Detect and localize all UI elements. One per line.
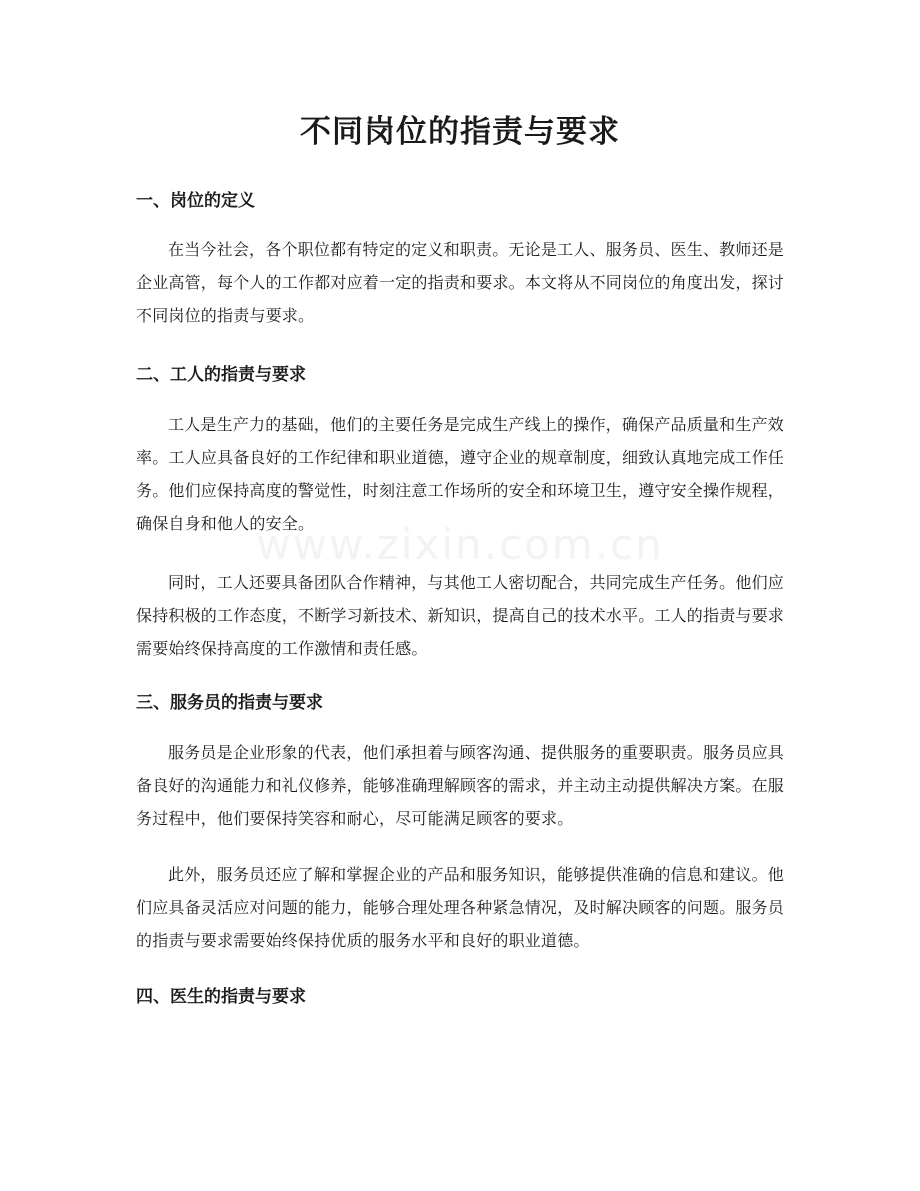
section-2-paragraph-2: 同时，工人还要具备团队合作精神，与其他工人密切配合，共同完成生产任务。他们应保持积极的工作态度，不断学习新技术、新知识，提高自己的技术水平。工人的指责与要求需要始终保持高度的工作激情和责任感。: [136, 573, 785, 658]
section-1-paragraph-1: 在当今社会，各个职位都有特定的定义和职责。无论是工人、服务员、医生、教师还是企业高管，每个人的工作都对应着一定的指责和要求。本文将从不同岗位的角度出发，探讨不同岗位的指责与要求。: [136, 240, 785, 325]
section-3-paragraph-1: 服务员是企业形象的代表，他们承担着与顾客沟通、提供服务的重要职责。服务员应具备良好的沟通能力和礼仪修养，能够准确理解顾客的需求，并主动主动提供解决方案。在服务过程中，他们要保持笑容和耐心，尽可能满足顾客的要求。: [136, 743, 785, 828]
section-heading-3: 三、服务员的指责与要求: [136, 693, 323, 713]
section-3-paragraph-2: 此外，服务员还应了解和掌握企业的产品和服务知识，能够提供准确的信息和建议。他们应具备灵活应对问题的能力，能够合理处理各种紧急情况，及时解决顾客的问题。服务员的指责与要求需要始终保持优质的服务水平和良好的职业道德。: [136, 865, 785, 950]
watermark: www.zixin.com.cn: [256, 520, 664, 569]
section-heading-1: 一、岗位的定义: [136, 191, 255, 211]
section-heading-2: 二、工人的指责与要求: [136, 365, 306, 385]
document-title: 不同岗位的指责与要求: [300, 114, 620, 150]
section-heading-4: 四、医生的指责与要求: [136, 987, 306, 1007]
section-2-paragraph-1: 工人是生产力的基础，他们的主要任务是完成生产线上的操作，确保产品质量和生产效率。工人应具备良好的工作纪律和职业道德，遵守企业的规章制度，细致认真地完成工作任务。他们应保持高度的警觉性，时刻注意工作场所的安全和环境卫生，遵守安全操作规程，确保自身和他人的安全。: [136, 415, 785, 533]
